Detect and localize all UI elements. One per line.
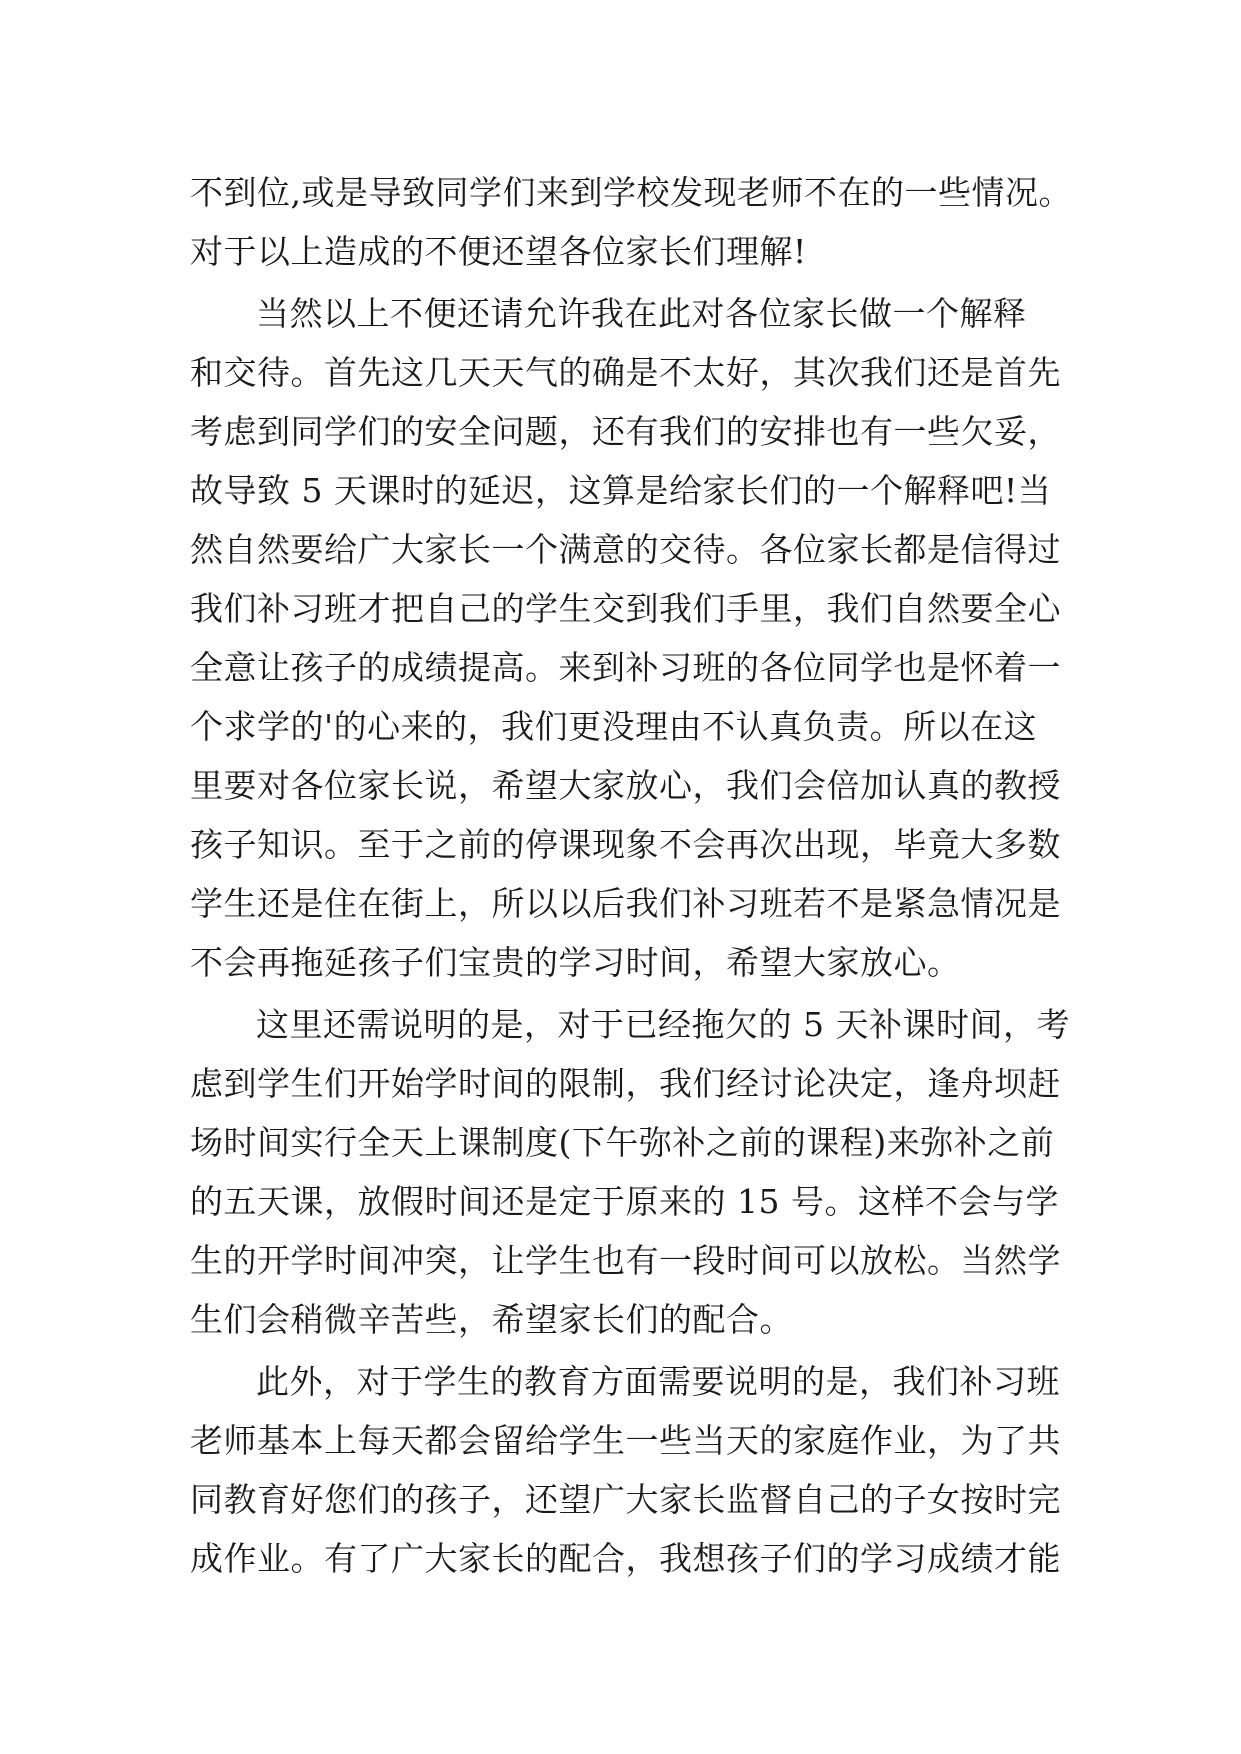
text-line: 场时间实行全天上课制度(下午弥补之前的课程)来弥补之前 bbox=[190, 1123, 1055, 1162]
text-line: 生的开学时间冲突，让学生也有一段时间可以放松。当然学 bbox=[190, 1241, 1061, 1280]
text-line: 虑到学生们开始学时间的限制，我们经讨论决定，逢舟坝赶 bbox=[190, 1064, 1061, 1103]
text-line: 不到位,或是导致同学们来到学校发现老师不在的一些情况。 bbox=[190, 173, 1072, 212]
text-line: 考虑到同学们的安全问题，还有我们的安排也有一些欠妥， bbox=[190, 412, 1061, 451]
text-line: 个求学的'的心来的，我们更没理由不认真负责。所以在这 bbox=[190, 707, 1038, 746]
text-line: 里要对各位家长说，希望大家放心，我们会倍加认真的教授 bbox=[190, 766, 1061, 805]
paragraph-start-line: 当然以上不便还请允许我在此对各位家长做一个解释 bbox=[256, 294, 1027, 333]
document-body bbox=[190, 163, 1090, 1588]
text-line: 全意让孩子的成绩提高。来到补习班的各位同学也是怀着一 bbox=[190, 648, 1061, 687]
paragraph-start-line: 此外，对于学生的教育方面需要说明的是，我们补习班 bbox=[256, 1362, 1060, 1401]
text-line: 然自然要给广大家长一个满意的交待。各位家长都是信得过 bbox=[190, 530, 1061, 569]
text-line: 老师基本上每天都会留给学生一些当天的家庭作业，为了共 bbox=[190, 1421, 1061, 1460]
paragraph-start-line: 这里还需说明的是，对于已经拖欠的 5 天补课时间，考 bbox=[256, 1005, 1070, 1044]
text-line: 和交待。首先这几天天气的确是不太好，其次我们还是首先 bbox=[190, 353, 1061, 392]
text-line: 我们补习班才把自己的学生交到我们手里，我们自然要全心 bbox=[190, 589, 1061, 628]
text-line: 不会再拖延孩子们宝贵的学习时间，希望大家放心。 bbox=[190, 943, 961, 982]
text-line: 的五天课，放假时间还是定于原来的 15 号。这样不会与学 bbox=[190, 1182, 1059, 1221]
text-line: 生们会稍微辛苦些，希望家长们的配合。 bbox=[190, 1300, 793, 1339]
text-line: 成作业。有了广大家长的配合，我想孩子们的学习成绩才能 bbox=[190, 1539, 1061, 1578]
text-line: 同教育好您们的孩子，还望广大家长监督自己的子女按时完 bbox=[190, 1480, 1061, 1519]
text-line: 孩子知识。至于之前的停课现象不会再次出现，毕竟大多数 bbox=[190, 825, 1061, 864]
text-line: 故导致 5 天课时的延迟，这算是给家长们的一个解释吧!当 bbox=[190, 471, 1052, 510]
text-line: 学生还是住在街上，所以以后我们补习班若不是紧急情况是 bbox=[190, 884, 1061, 923]
text-line: 对于以上造成的不便还望各位家长们理解! bbox=[190, 232, 807, 271]
